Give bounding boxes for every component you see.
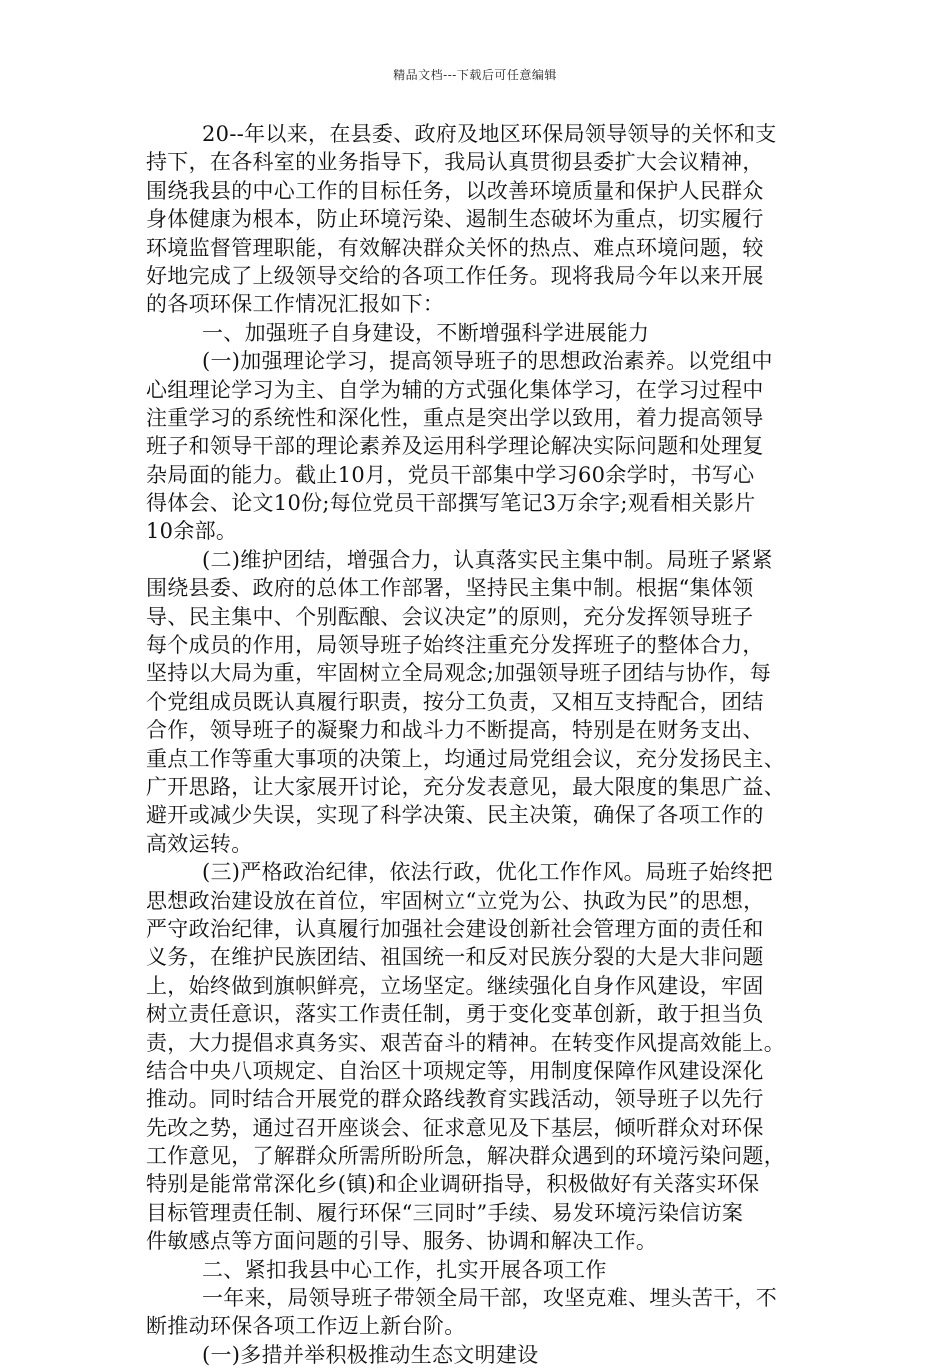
paragraph-line: 推动。同时结合开展党的群众路线教育实践活动，领导班子以先行 [146, 1087, 764, 1112]
paragraph-line: 10余部。 [146, 519, 238, 544]
paragraph-line: 围绕县委、政府的总体工作部署，坚持民主集中制。根据“集体领 [146, 576, 754, 601]
paragraph-line: 心组理论学习为主、自学为辅的方式强化集体学习，在学习过程中 [146, 377, 764, 402]
paragraph-line: 结合中央八项规定、自治区十项规定等，用制度保障作风建设深化 [146, 1058, 764, 1083]
paragraph-line: 责，大力提倡求真务实、艰苦奋斗的精神。在转变作风提高效能上。 [146, 1030, 785, 1055]
paragraph-line: 20--年以来，在县委、政府及地区环保局领导领导的关怀和支 [202, 122, 777, 146]
section-heading: 二、紧扣我县中心工作，扎实开展各项工作 [202, 1257, 607, 1282]
paragraph-line: 件敏感点等方面问题的引导、服务、协调和解决工作。 [146, 1229, 658, 1254]
paragraph-line: 目标管理责任制、履行环保“三同时”手续、易发环境污染信访案 [146, 1200, 744, 1225]
paragraph-line: 特别是能常常深化乡(镇)和企业调研指导，积极做好有关落实环保 [146, 1172, 760, 1197]
paragraph-line: 得体会、论文10份;每位党员干部撰写笔记3万余字;观看相关影片 [146, 491, 756, 516]
paragraph-line: (三)严格政治纪律，依法行政，优化工作作风。局班子始终把 [202, 860, 773, 885]
paragraph-line: 坚持以大局为重，牢固树立全局观念;加强领导班子团结与协作，每 [146, 661, 772, 686]
paragraph-line: 高效运转。 [146, 831, 253, 856]
paragraph-line: (一)加强理论学习，提高领导班子的思想政治素养。以党组中 [202, 349, 773, 374]
paragraph-line: 断推动环保各项工作迈上新台阶。 [146, 1314, 466, 1339]
paragraph-line: 先改之势，通过召开座谈会、征求意见及下基层，倾听群众对环保 [146, 1115, 764, 1140]
paragraph-line: 避开或减少失误，实现了科学决策、民主决策，确保了各项工作的 [146, 803, 764, 828]
section-heading: 一、加强班子自身建设，不断增强科学进展能力 [202, 320, 650, 345]
paragraph-line: 围绕我县的中心工作的目标任务，以改善环境质量和保护人民群众 [146, 178, 764, 203]
paragraph-line: 班子和领导干部的理论素养及运用科学理论解决实际问题和处理复 [146, 434, 764, 459]
paragraph-line: 合作，领导班子的凝聚力和战斗力不断提高，特别是在财务支出、 [146, 718, 764, 743]
paragraph-line: 重点工作等重大事项的决策上，均通过局党组会议，充分发扬民主、 [146, 746, 785, 771]
paragraph-line: 一年来，局领导班子带领全局干部，攻坚克难、埋头苦干，不 [202, 1286, 778, 1311]
paragraph-line: 环境监督管理职能，有效解决群众关怀的热点、难点环境问题，较 [146, 235, 764, 260]
paragraph-line: 注重学习的系统性和深化性，重点是突出学以致用，着力提高领导 [146, 405, 764, 430]
paragraph-line: 义务，在维护民族团结、祖国统一和反对民族分裂的大是大非问题 [146, 945, 764, 970]
paragraph-line: 杂局面的能力。截止10月，党员干部集中学习60余学时，书写心 [146, 462, 755, 487]
paragraph-line: 严守政治纪律，认真履行加强社会建设创新社会管理方面的责任和 [146, 916, 764, 941]
document-body [146, 120, 826, 1369]
paragraph-line: 的各项环保工作情况汇报如下： [146, 292, 445, 317]
paragraph-line: 思想政治建设放在首位，牢固树立“立党为公、执政为民”的思想， [146, 888, 765, 913]
paragraph-line: 工作意见，了解群众所需所盼所急，解决群众遇到的环境污染问题， [146, 1144, 785, 1169]
paragraph-line: (二)维护团结，增强合力，认真落实民主集中制。局班子紧紧 [202, 547, 773, 572]
paragraph-line: 每个成员的作用，局领导班子始终注重充分发挥班子的整体合力， [146, 633, 764, 658]
paragraph-line: 个党组成员既认真履行职责，按分工负责，又相互支持配合，团结 [146, 689, 764, 714]
paragraph-line: 持下，在各科室的业务指导下，我局认真贯彻县委扩大会议精神， [146, 150, 764, 175]
paragraph-line: 好地完成了上级领导交给的各项工作任务。现将我局今年以来开展 [146, 263, 764, 288]
paragraph-line: 身体健康为根本，防止环境污染、遏制生态破坏为重点，切实履行 [146, 207, 764, 232]
paragraph-line: 广开思路，让大家展开讨论，充分发表意见，最大限度的集思广益、 [146, 774, 785, 799]
page-header: 精品文档---下载后可任意编辑 [393, 68, 557, 82]
paragraph-line: 上，始终做到旗帜鲜亮，立场坚定。继续强化自身作风建设，牢固 [146, 973, 764, 998]
paragraph-line: 树立责任意识，落实工作责任制，勇于变化变革创新，敢于担当负 [146, 1002, 764, 1027]
subsection-heading: (一)多措并举积极推动生态文明建设 [202, 1342, 539, 1367]
paragraph-line: 导、民主集中、个别酝酿、会议决定”的原则，充分发挥领导班子 [146, 604, 754, 629]
